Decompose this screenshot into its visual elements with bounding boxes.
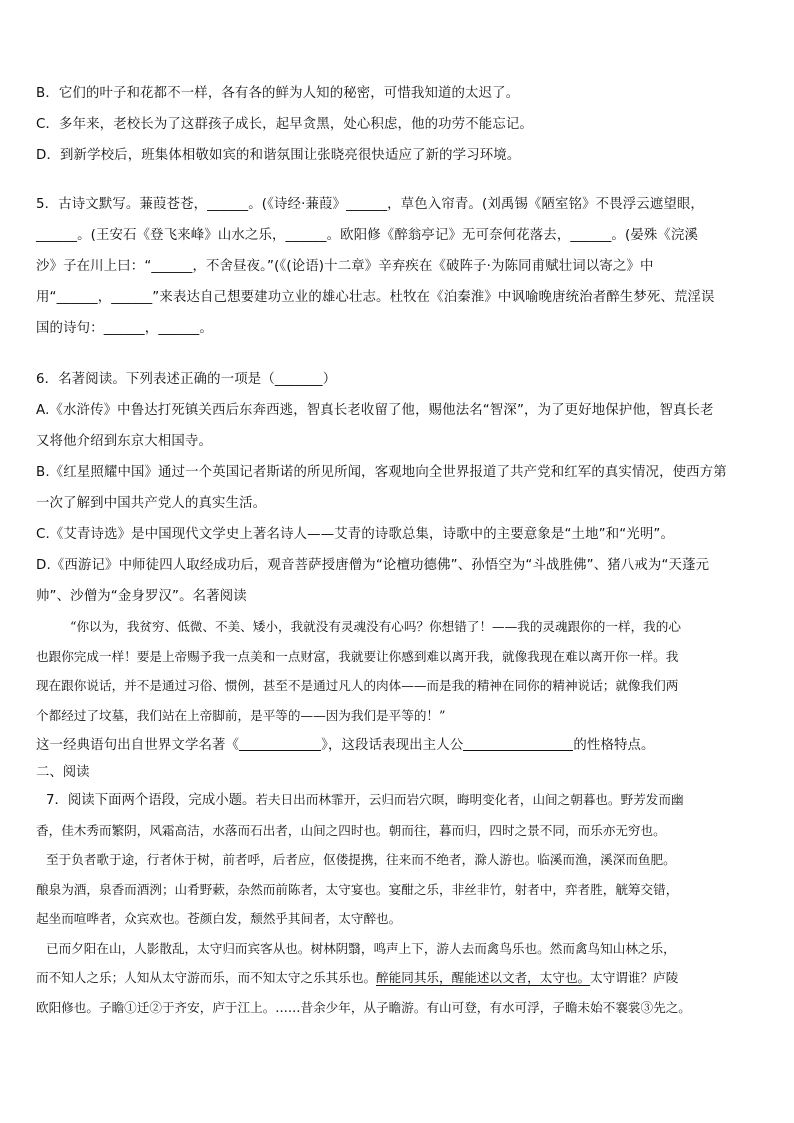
q6-option-d-2: 帅”、沙僧为“金身罗汉”。名著阅读	[36, 589, 247, 604]
quote-line-1: “你以为，我贫穷、低微、不美、矮小，我就没有灵魂没有心吗？你想错了！——我的灵魂跟你的一样，我的心	[70, 619, 681, 634]
option-d: D．到新学校后，班集体相敬如宾的和谐氛围让张晓亮很快适应了新的学习环境。	[36, 148, 521, 163]
q5-line-1: 5．古诗文默写。蒹葭苍苍，______。(《诗经·蒹葭》______，草色入帘青。(刘禹锡《陋室铭》不畏浮云遮望眼，	[36, 197, 704, 212]
q7-para2-line-2: 酿泉为酒，泉香而酒洌；山肴野蔌，杂然而前陈者，太守宴也。宴酣之乐，非丝非竹，射者中，弈者胜，觥筹交错，	[36, 881, 679, 897]
q7-line-2: 香，佳木秀而繁阴，风霜高洁，水落而石出者，山间之四时也。朝而往，暮而归，四时之景不同，而乐亦无穷也。	[36, 822, 666, 838]
q6-option-b-2: 一次了解到中国共产党人的真实生活。	[36, 496, 267, 511]
q7-para3-line-3: 欧阳修也。子瞻①迁②于齐安，庐于江上。……昔余少年，从子瞻游。有山可登，有水可浮，子瞻未始不褰裳③先之。	[36, 999, 691, 1015]
section-title: 二、阅读	[36, 765, 90, 780]
q6-stem: 6．名著阅读。下列表述正确的一项是（_______）	[36, 372, 337, 387]
exam-page	[36, 78, 760, 1022]
q5-line-4: 用“______，______”来表达自己想要建功立业的雄心壮志。杜牧在《泊秦淮》中讽喻晚唐统治者醉生梦死、荒淫误	[36, 290, 715, 305]
q7-para3-tail: 太守谓谁？庐陵	[590, 970, 679, 985]
q6-option-c: C.《艾青诗选》是中国现代文学史上著名诗人——艾青的诗歌总集，诗歌中的主要意象是“土地”和“光明”。	[36, 527, 675, 542]
quote-line-3: 现在跟你说话，并不是通过习俗、惯例，甚至不是通过凡人的肉体——而是我的精神在同你的精神说话；就像我们两	[36, 678, 679, 693]
underlined-sentence: 醉能同其乐，醒能述以文者，太守也。	[376, 970, 591, 985]
q7-para2-line-3: 起坐而喧哗者，众宾欢也。苍颜白发，颓然乎其间者，太守醉也。	[36, 911, 402, 926]
quote-line-2: 也跟你完成一样！要是上帝赐予我一点美和一点财富，我就要让你感到难以离开我，就像我现在难以离开你一样。我	[36, 648, 679, 664]
character-trait-blank[interactable]	[463, 736, 573, 751]
q6-option-a-2: 又将他介绍到东京大相国寺。	[36, 434, 213, 449]
q6-option-a-1: A.《水浒传》中鲁达打死镇关西后东奔西逃，智真长老收留了他，赐他法名“智深”，为了更好地保护他，智真长老	[36, 403, 714, 418]
q6-option-b-1: B.《红星照耀中国》通过一个英国记者斯诺的所见所闻，客观地向全世界报道了共产党和红军的真实情况，使西方第	[36, 465, 727, 480]
q5-line-5: 国的诗句：______，______。	[36, 321, 213, 336]
quote-question-part2: 》，这段话表现出主人公	[321, 738, 464, 753]
quote-question-part3: 的性格特点。	[573, 738, 655, 753]
q7-para2-line-1: 至于负者歌于途，行者休于树，前者呼，后者应，伛偻提携，往来而不绝者，滁人游也。临溪而渔，溪深而鱼肥。	[46, 852, 676, 867]
quote-line-4: 个都经过了坟墓，我们站在上帝脚前，是平等的——因为我们是平等的！”	[36, 707, 446, 723]
quote-question-part1: 这一经典语句出自世界文学名著《	[36, 738, 240, 753]
quote-question	[36, 730, 760, 761]
q5-line-2: ______。(王安石《登飞来峰》山水之乐，______。欧阳修《醉翁亭记》无可奈何花落去，______。(晏殊《浣溪	[36, 228, 699, 243]
q6-option-d-1: D.《西游记》中师徒四人取经成功后，观音菩萨授唐僧为“论檀功德佛”、孙悟空为“斗战胜佛”、猪八戒为“天蓬元	[36, 558, 710, 573]
option-c: C．多年来，老校长为了这群孩子成长，起早贪黑，处心积虑，他的功劳不能忘记。	[36, 117, 533, 132]
q5-line-3: 沙》子在川上曰：“______，不舍昼夜。”(《(论语)十二章》辛弃疾在《破阵子·为陈同甫赋壮词以寄之》中	[36, 259, 654, 274]
q7-text-start: 若夫日出而林霏开，云归而岩穴暝，晦明变化者，山间之朝暮也。野芳发而幽	[255, 792, 684, 807]
q7-line-1	[36, 785, 760, 816]
book-title-blank[interactable]	[239, 736, 321, 751]
q7-para3-line-2	[36, 963, 760, 993]
q7-para3-line-1: 已而夕阳在山，人影散乱，太守归而宾客从也。树林阴翳，鸣声上下，游人去而禽鸟乐也。然而禽鸟知山林之乐，	[46, 940, 676, 956]
q7-para3-text: 而不知人之乐；人知从太守游而乐，而不知太守之乐其乐也。	[36, 970, 377, 985]
q7-heading: 7．阅读下面两个语段，完成小题。	[46, 793, 256, 808]
option-b: B．它们的叶子和花都不一样，各有各的鲜为人知的秘密，可惜我知道的太迟了。	[36, 86, 520, 101]
